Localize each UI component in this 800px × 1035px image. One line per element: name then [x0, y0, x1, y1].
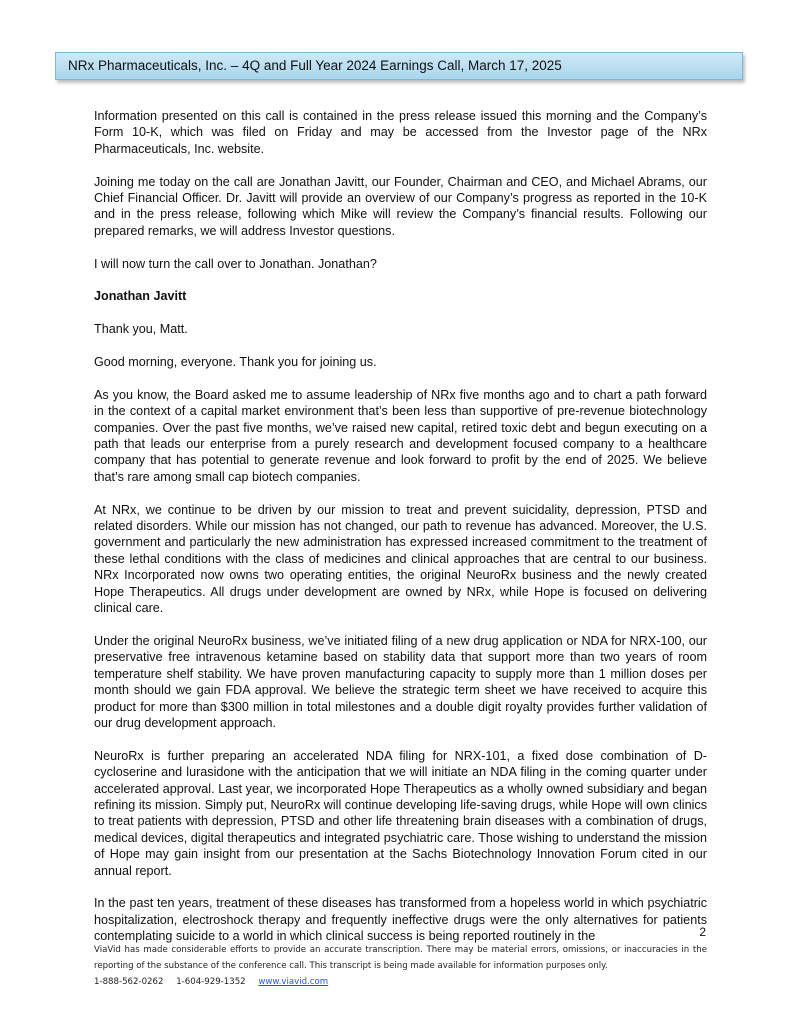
- speaker-name: Jonathan Javitt: [94, 289, 187, 304]
- transcript-body: [94, 108, 707, 961]
- paragraph: Joining me today on the call are Jonathan Javitt, our Founder, Chairman and CEO, and Michael Abrams, our Chief Financial Officer. Dr. Javitt will provide an overview of our Company’s progress as reported in the 10-K and in the press release, following which Mike will review the Company’s financial results. Following our prepared remarks, we will address Investor questions.: [94, 174, 707, 238]
- paragraph: Good morning, everyone. Thank you for joining us.: [94, 355, 377, 370]
- phone-number: 1-888-562-0262: [94, 977, 164, 987]
- footer: [94, 942, 707, 990]
- paragraph: In the past ten years, treatment of these diseases has transformed from a hopeless world in which psychiatric hospitalization, electroshock therapy and frequently ineffective drugs were the only alternatives for patients contemplating suicide to a world in which clinical success is being reported routinely in the: [94, 896, 707, 944]
- page-number: 2: [699, 925, 706, 939]
- paragraph: I will now turn the call over to Jonathan. Jonathan?: [94, 256, 377, 271]
- phone-number: 1-604-929-1352: [176, 977, 246, 987]
- document-title: NRx Pharmaceuticals, Inc. – 4Q and Full Year 2024 Earnings Call, March 17, 2025: [68, 58, 562, 73]
- paragraph: NeuroRx is further preparing an accelerated NDA filing for NRX-101, a fixed dose combination of D-cycloserine and lurasidone with the anticipation that we will initiate an NDA filing in the coming quarter under accelerated approval. Last year, we incorporated Hope Therapeutics as a wholly owned subsidiary and began refining its mission. Simply put, NeuroRx will continue developing life-saving drugs, while Hope will own clinics to treat patients with depression, PTSD and other life threatening brain diseases with a combination of drugs, medical devices, digital therapeutics and integrated psychiatric care. Those wishing to understand the mission of Hope may gain insight from our presentation at the Sachs Biotechnology Innovation Forum cited in our annual report.: [94, 748, 707, 878]
- paragraph: As you know, the Board asked me to assume leadership of NRx five months ago and to chart a path forward in the context of a capital market environment that’s been less than supportive of pre-revenue biotechnology companies. Over the past five months, we’ve raised new capital, retired toxic debt and begun executing on a path that leads our enterprise from a purely research and development focused company to a healthcare company that has potential to generate revenue and look forward to profit by the end of 2025. We believe that’s rare among small cap biotech companies.: [94, 387, 707, 484]
- paragraph: Thank you, Matt.: [94, 322, 188, 337]
- footer-contact: [94, 974, 707, 990]
- paragraph: Information presented on this call is contained in the press release issued this morning and the Company’s Form 10-K, which was filed on Friday and may be accessed from the Investor page of the NRx Pharmaceuticals, Inc. website.: [94, 109, 707, 156]
- header-banner: [55, 52, 743, 80]
- footer-disclaimer: ViaVid has made considerable efforts to provide an accurate transcription. There may be material errors, omissions, or inaccuracies in the reporting of the substance of the conference call. This transcript is being made available for information purposes only.: [94, 945, 707, 971]
- paragraph: At NRx, we continue to be driven by our mission to treat and prevent suicidality, depression, PTSD and related disorders. While our mission has not changed, our path to revenue has advanced. Moreover, the U.S. government and particularly the new administration has expressed increased commitment to the treatment of these lethal conditions with the class of medicines and clinical approaches that are central to our business. NRx Incorporated now owns two operating entities, the original NeuroRx business and the newly created Hope Therapeutics. All drugs under development are owned by NRx, while Hope is focused on delivering clinical care.: [94, 502, 707, 616]
- paragraph: Under the original NeuroRx business, we’ve initiated filing of a new drug application or NDA for NRX-100, our preservative free intravenous ketamine based on stability data that support more than two years of room temperature shelf stability. We have proven manufacturing capacity to supply more than 1 million doses per month should we gain FDA approval. We believe the strategic term sheet we have received to acquire this product for more than $300 million in total milestones and a double digit royalty provides further validation of our drug development approach.: [94, 633, 707, 730]
- viavid-link[interactable]: www.viavid.com: [258, 977, 329, 987]
